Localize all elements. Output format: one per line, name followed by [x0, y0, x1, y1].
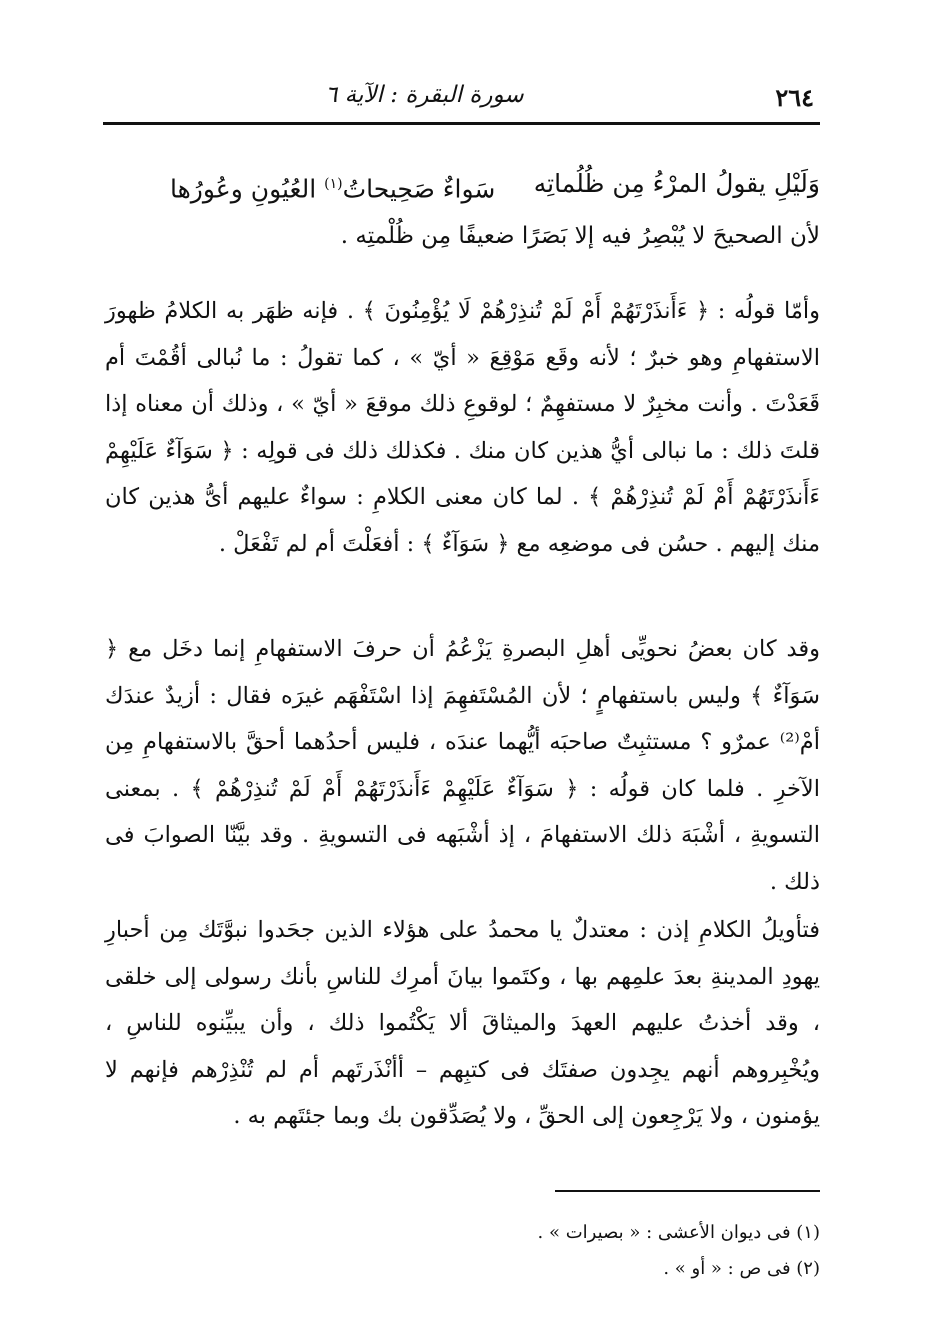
- poetry-verse: [105, 160, 820, 259]
- verse-hemistich-second: [170, 160, 495, 213]
- paragraph-1: [105, 288, 820, 567]
- paragraph-2-text: وقد كان بعضُ نحويِّى أهلِ البصرةِ يَزْعُمُ أن حرفَ الاستفهامِ إنما دخَل مع ﴿ سَوَآءٌ ﴾ وليس باستفهامٍ ؛ لأن المُسْتَفهِمَ إذا اسْتَفْهَم غيرَه فقال : أزيدٌ عندَك أمْ⁽²⁾ عمرٌو ؟ مستثبِتٌ صاحبَه أيُّهما عندَه ، فليس أحدُهما أحقَّ بالاستفهامِ مِن الآخرِ . فلما كان قولُه : ﴿ سَوَآءٌ عَلَيْهِمْ ءَأَنذَرْتَهُمْ أَمْ لَمْ تُنذِرْهُمْ ﴾ . بمعنى التسويةِ ، أشْبَهَ ذلك الاستفهامَ ، إذ أشْبَهه فى التسويةِ . وقد بيَّنّا الصوابَ فى ذلك .: [105, 636, 820, 895]
- paragraph-3: [105, 907, 820, 1140]
- verse-hemistich-second-end: العُيُونِ وعُورُها: [170, 174, 317, 204]
- paragraph-2: [105, 626, 820, 905]
- running-title: سورة البقرة : الآية ٦: [325, 82, 524, 108]
- footnote-rule: [555, 1190, 820, 1192]
- verse-hemistich-second-start: سَواءٌ صَحِيحاتُ: [342, 174, 496, 204]
- page-header: [105, 72, 820, 112]
- verse-line: [105, 160, 820, 213]
- verse-gloss: لأن الصحيحَ لا يُبْصِرُ فيه إلا بَصَرًا ضعيفًا مِن ظُلْمتِه .: [340, 223, 820, 250]
- footnote-1: (١) فى ديوان الأعشى : « بصيرات » .: [537, 1222, 820, 1243]
- footnote-2: (٢) فى ص : « أو » .: [663, 1258, 820, 1279]
- footnote-mark-1: (١): [324, 176, 343, 192]
- footnotes: [105, 1215, 820, 1287]
- paragraph-1-text: وأمّا قولُه : ﴿ ءَأَنذَرْتَهُمْ أَمْ لَمْ تُنذِرْهُمْ لَا يُؤْمِنُونَ ﴾ . فإنه ظهَر به الكلامُ ظهورَ الاستفهامِ وهو خبرٌ ؛ لأنه وقَع مَوْقِعَ « أيّ » ، كما تقولُ : ما نُبالى أقُمْتَ أم قَعَدْتَ . وأنت مخبِرٌ لا مستفهِمٌ ؛ لوقوعِ ذلك موقعَ « أيّ » ، وذلك أن معناه إذا قلتَ ذلك : ما نبالى أيُّ هذين كان منك . فكذلك ذلك فى قولِه : ﴿ سَوَآءٌ عَلَيْهِمْ ءَأَنذَرْتَهُمْ أَمْ لَمْ تُنذِرْهُمْ ﴾ . لما كان معنى الكلامِ : سواءٌ عليهم أىُّ هذين كان منك إليهم . حسُن فى موضعِه مع ﴿ سَوَآءٌ ﴾ : أفعَلْتَ أم لم تَفْعَلْ .: [105, 298, 820, 557]
- verse-hemistich-first: وَلَيْلِ يقولُ المرْءُ مِن ظُلُماتِه: [533, 169, 820, 198]
- header-rule: [103, 122, 820, 125]
- page-number: ٢٦٤: [775, 83, 814, 112]
- paragraph-3-text: فتأويلُ الكلامِ إذن : معتدلٌ يا محمدُ على هؤلاء الذين جحَدوا نبوَّتَك مِن أحبارِ يهودِ المدينةِ بعدَ علمِهم بها ، وكتَموا بيانَ أمرِك للناسِ بأنك رسولى إلى خلقى ، وقد أخذتُ عليهم العهدَ والميثاقَ ألا يَكْتُموا ذلك ، وأن يبيِّنوه للناسِ ، ويُخْبِروهم أنهم يجِدون صفتَك فى كتبِهم – أأنْذَرتَهم أم لم تُنْذِرْهم فإنهم لا يؤمنون ، ولا يَرْجِعون إلى الحقِّ ، ولا يُصَدِّقون بك وبما جئتَهم به .: [105, 917, 820, 1129]
